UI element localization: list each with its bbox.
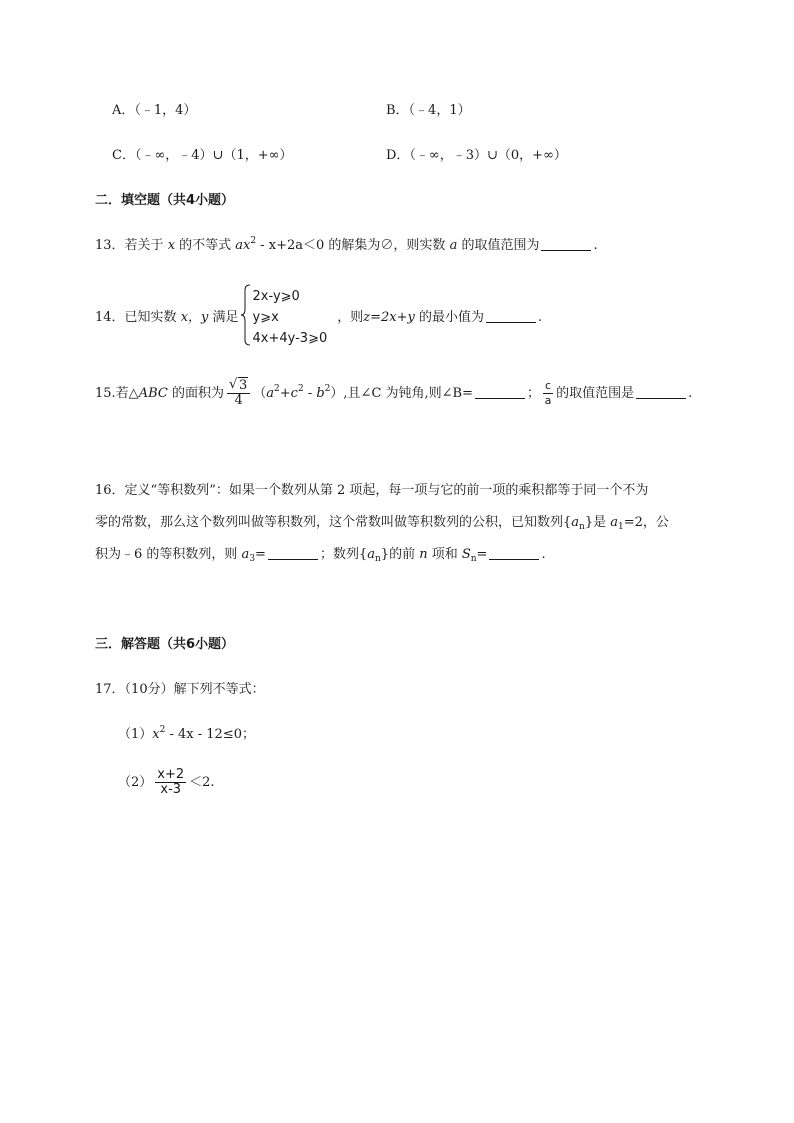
section-heading-solutions: 三．解答题（共6小题） [95,637,235,652]
q13-text: 13．若关于 [95,238,168,253]
fraction-denominator: x-3 [160,782,182,797]
part-label: （2） [118,775,153,790]
q13-var-x: x [167,238,176,253]
q17-var: x [152,727,160,742]
left-brace-icon [241,284,251,346]
q15-text: ； [527,386,541,401]
q15-text: 的取值范围是 [556,386,635,401]
q17-text: - 4x - 12≤0； [165,727,255,742]
q15-text: 15.若△ [95,386,139,401]
fraction-numerator: c [545,379,552,392]
q15-var: - b [303,386,325,401]
q17-exponent: 2 [159,725,166,735]
q16-subscript: 3 [249,554,256,564]
question-13 [95,237,598,255]
q16-var: n [419,547,428,562]
choice-d: D．（﹣∞，﹣3）∪（0，+∞） [386,148,567,163]
q14-objective: z=2x+y [363,310,415,325]
system-row-3: 4x+4y-3⩾0 [252,331,328,346]
fraction-denominator: 4 [234,393,243,408]
q14-end: . [537,310,543,325]
choice-b: B．（﹣4，1） [386,103,471,118]
question-17-part-2 [118,764,215,802]
answer-blank[interactable] [489,547,539,560]
q16-subscript: 1 [618,522,624,532]
q13-expr: ax [235,238,251,253]
q16-text: =2，公 [623,515,669,530]
q15-exponent: 2 [324,384,331,394]
question-15 [95,376,692,412]
q15-text: 的面积为 [167,386,224,401]
q16-subscript: n [579,522,585,532]
fraction-sqrt3-over-4 [227,379,250,408]
q16-var: a [241,547,250,562]
fraction-numerator: x+2 [157,767,185,782]
q15-exponent: 2 [274,384,280,394]
q13-text: 的不等式 [175,238,236,253]
q14-vars: x，y [180,310,209,325]
q15-text: ,且∠C 为钝角,则∠B= [343,386,473,401]
choice-c: C．（﹣∞，﹣4）∪（1，+∞） [112,148,293,163]
q14-text: 14．已知实数 [95,310,181,325]
question-16-line-1: 16．定义“等积数列”：如果一个数列从第 2 项起，每一项与它的前一项的乘积都等于同一个不为 [95,483,649,498]
q16-subscript: n [375,554,381,564]
q15-var: a [266,386,275,401]
answer-blank[interactable] [475,386,525,399]
fraction-c-over-a [543,379,553,408]
q16-text: }的前 [380,547,420,562]
part-label: （1） [118,727,153,742]
choice-a: A．（﹣1，4） [112,103,197,118]
q13-text: 的取值范围为 [457,238,540,253]
q16-var: a [367,547,375,562]
q16-text: 积为﹣6 的等积数列，则 [95,547,242,562]
q16-end: . [541,547,546,562]
q16-text: 项和 [427,547,462,562]
system-row-1: 2x-y⩾0 [252,289,300,304]
q16-text: = [476,547,488,562]
answer-blank[interactable] [268,547,318,560]
inequality-system [241,286,328,349]
q17-text: ＜2. [189,775,215,790]
q13-exponent: 2 [250,236,257,246]
system-row-2: y⩾x [252,310,279,325]
question-14 [95,286,542,349]
q13-var-a: a [449,238,458,253]
q14-text: 满足 [208,310,239,325]
fraction-x-plus-2-over-x-minus-3 [155,768,186,797]
q16-var: a [610,515,619,530]
q15-triangle: ABC [138,386,168,401]
question-16-line-3 [95,546,546,564]
question-16-line-2 [95,514,669,532]
fraction-denominator: a [544,394,552,407]
section-heading-fill-in: 二．填空题（共4小题） [95,193,235,208]
q15-end: . [688,386,693,401]
answer-blank[interactable] [486,310,536,323]
q16-text: }是 [584,515,611,530]
q16-var: S [461,547,471,562]
q16-text: 零的常数，那么这个数列叫做等积数列，这个常数叫做等积数列的公积，已知数列{ [95,515,572,530]
q13-expr: - x+2a [256,238,304,253]
answer-blank[interactable] [636,386,686,399]
answer-blank[interactable] [541,238,591,251]
q15-var: +c [279,386,298,401]
q16-var: a [571,515,580,530]
q16-text: = [255,547,266,562]
q16-subscript: n [470,554,477,564]
q13-end: . [593,238,598,253]
sqrt-icon: √ [228,377,238,392]
sqrt-radicand: 3 [238,378,248,393]
question-17-title: 17．（10分）解下列不等式： [95,682,265,697]
q15-exponent: 2 [297,384,304,394]
q13-text: ＜0 的解集为∅，则实数 [303,238,450,253]
q14-text: ，则 [337,310,364,325]
q14-text: 的最小值为 [414,310,484,325]
q15-paren: （ [253,386,267,401]
q15-paren: ） [330,386,344,401]
question-17-part-1 [118,726,255,744]
q16-text: ；数列{ [319,547,368,562]
